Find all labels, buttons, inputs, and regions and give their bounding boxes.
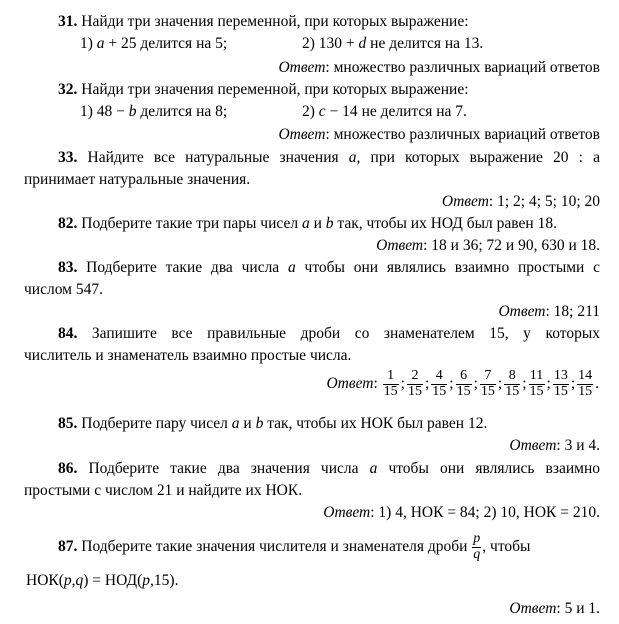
- variable: a: [369, 460, 378, 477]
- problem-text: Найди три значения переменной, при которых выражение:: [77, 81, 469, 98]
- problem-31-items: [80, 34, 600, 53]
- item-text: делится на 8;: [136, 103, 228, 120]
- problem-text: принимает натуральные значения.: [24, 171, 251, 188]
- fraction: [577, 369, 593, 399]
- problem-number: 82.: [58, 215, 78, 232]
- answer-text: : 18; 211: [545, 303, 600, 320]
- variable: p: [63, 572, 72, 589]
- problem-text: и: [239, 415, 256, 432]
- problem-number: 84.: [58, 325, 78, 342]
- problem-85-statement: [58, 414, 600, 433]
- problem-text: при которых выражение: [360, 149, 543, 166]
- item-2: [302, 34, 483, 53]
- fraction-denominator: 15: [553, 383, 568, 399]
- fraction: [431, 369, 447, 399]
- answer-label: Ответ: [326, 374, 374, 392]
- formula-part: ) = НОД(: [83, 572, 143, 589]
- problem-text: простыми с числом 21 и найдите их НОК.: [24, 482, 303, 499]
- fraction-denominator: 15: [480, 383, 495, 399]
- fraction-denominator: q: [473, 546, 481, 562]
- problem-83-answer: [24, 302, 600, 321]
- fraction-separator: .: [595, 374, 599, 392]
- item-text: не делится на 7.: [357, 103, 467, 120]
- variable: b: [325, 215, 334, 232]
- problem-text: числитель и знаменатель взаимно простые числа.: [24, 347, 352, 364]
- variable: q: [75, 572, 84, 589]
- problem-number: 86.: [58, 460, 78, 477]
- answer-text: : множество различных вариаций ответов: [325, 126, 600, 143]
- problem-text: так, чтобы их НОД был равен 18.: [333, 215, 557, 232]
- problem-number: 33.: [58, 149, 78, 166]
- problem-82-statement: [58, 214, 600, 233]
- problem-text: так, чтобы их НОК был равен 12.: [263, 415, 488, 432]
- fraction-denominator: 15: [529, 383, 544, 399]
- problem-text: Найди три значения переменной, при которых выражение:: [77, 13, 469, 30]
- fraction-numerator: 1: [383, 369, 399, 385]
- answer-label: Ответ: [498, 303, 546, 320]
- item-label: 1): [80, 103, 93, 120]
- item-text: не делится на 13.: [366, 35, 484, 52]
- fraction: [553, 369, 569, 399]
- problem-83-statement: [58, 258, 600, 277]
- answer-label: Ответ: [509, 600, 557, 617]
- expression: − 14: [325, 103, 358, 120]
- problem-text: чтобы они являлись взаимно: [377, 460, 601, 477]
- fraction: [456, 369, 472, 399]
- variable: b: [255, 415, 264, 432]
- expression: + 25: [104, 35, 137, 52]
- item-label: 1): [80, 35, 93, 52]
- answer-text: : 18 и 36; 72 и 90, 630 и 18.: [423, 237, 600, 254]
- problem-text: , чтобы: [482, 537, 531, 555]
- formula-part: НОК(: [26, 572, 64, 589]
- fraction-separator: ;: [424, 374, 430, 392]
- problem-text: Найдите все натуральные значения: [77, 149, 349, 166]
- problem-text: и: [309, 215, 326, 232]
- problem-33-answer: [24, 192, 600, 211]
- problem-82-answer: [24, 236, 600, 255]
- item-2: [302, 102, 467, 121]
- fraction-separator: ;: [473, 374, 478, 392]
- problem-84-line2: [24, 346, 600, 365]
- problem-31-answer: [24, 58, 600, 77]
- answer-colon: :: [373, 374, 378, 392]
- answer-label: Ответ: [323, 504, 371, 521]
- variable: p: [142, 572, 151, 589]
- fraction-numerator: 7: [480, 369, 496, 385]
- variable: c: [318, 103, 326, 120]
- problem-32-statement: [58, 80, 600, 99]
- problem-33-line2: [24, 170, 600, 189]
- problem-text: Подберите такие три пары чисел: [77, 215, 302, 232]
- variable: a: [287, 259, 296, 276]
- answer-label: Ответ: [278, 59, 326, 76]
- fraction: [504, 369, 520, 399]
- fraction-separator: ;: [522, 374, 527, 392]
- problem-31-statement: [58, 12, 600, 31]
- problem-text: числом 547.: [24, 281, 103, 298]
- answer-text: : множество различных вариаций ответов: [325, 59, 600, 76]
- fraction-separator: ;: [449, 374, 454, 392]
- fraction-numerator: p: [473, 531, 481, 546]
- problem-text: Подберите такие два значения числа: [77, 460, 370, 477]
- fraction-denominator: 15: [432, 383, 447, 399]
- problem-86-line2: [24, 481, 600, 500]
- variable: a: [96, 35, 105, 52]
- expression: 20 : a: [553, 149, 600, 166]
- problem-text: Подберите пару чисел: [77, 415, 232, 432]
- fraction-denominator: 15: [578, 383, 593, 399]
- fraction-numerator: 13: [553, 368, 568, 383]
- variable: a,: [348, 149, 361, 166]
- fraction: [383, 369, 399, 399]
- answer-text: : 3 и 4.: [556, 437, 600, 454]
- variable: b: [128, 103, 137, 120]
- answer-text: : 5 и 1.: [556, 600, 600, 617]
- problem-text: чтобы они являлись взаимно простыми с: [295, 259, 601, 276]
- problem-84-answer: [24, 369, 600, 399]
- item-label: 2): [302, 35, 315, 52]
- variable: d: [358, 35, 367, 52]
- answer-label: Ответ: [509, 437, 557, 454]
- problem-number: 85.: [58, 415, 78, 432]
- fraction-p-over-q: [472, 532, 481, 562]
- problem-87-statement: [58, 532, 600, 562]
- item-text: делится на 5;: [136, 35, 228, 52]
- fraction-numerator: 2: [407, 369, 423, 385]
- item-label: 2): [302, 103, 315, 120]
- fraction-numerator: 8: [504, 369, 520, 385]
- problem-text: Подберите такие два числа: [77, 259, 288, 276]
- fraction-denominator: 15: [407, 383, 422, 399]
- problem-83-line2: [24, 280, 600, 299]
- problem-87-answer: [24, 599, 600, 618]
- fraction-numerator: 6: [456, 369, 472, 385]
- expression: 48 −: [96, 103, 129, 120]
- formula-part: ,: [71, 572, 76, 589]
- problem-number: 83.: [58, 259, 78, 276]
- fraction: [480, 369, 496, 399]
- answer-text: : 1; 2; 4; 5; 10; 20: [488, 193, 600, 210]
- fraction-numerator: 14: [578, 368, 593, 383]
- problem-86-statement: [58, 459, 600, 478]
- problem-85-answer: [24, 436, 600, 455]
- fraction-numerator: 4: [431, 369, 447, 385]
- problem-33-statement: [58, 148, 600, 167]
- variable: a: [231, 415, 240, 432]
- answer-label: Ответ: [376, 237, 424, 254]
- problem-text: Подберите такие значения числителя и знаменателя дроби: [77, 537, 468, 555]
- problem-number: 31.: [58, 13, 78, 30]
- fraction-separator: ;: [570, 374, 576, 392]
- answer-label: Ответ: [278, 126, 326, 143]
- fraction: [407, 369, 423, 399]
- problem-32-answer: [24, 125, 600, 144]
- fraction-denominator: 15: [383, 383, 398, 399]
- fraction-denominator: 15: [456, 383, 471, 399]
- fraction-separator: ;: [400, 374, 405, 392]
- problem-text: Запишите все правильные дроби со знаменателем 15, у которых: [77, 325, 600, 342]
- answer-label: Ответ: [441, 193, 489, 210]
- fraction-list: [382, 368, 600, 399]
- problem-number: 87.: [58, 537, 78, 555]
- problem-87-formula: [26, 571, 600, 590]
- problem-84-statement: [58, 324, 600, 343]
- answer-text: : 1) 4, НОК = 84; 2) 10, НОК = 210.: [370, 504, 600, 521]
- fraction-numerator: 11: [529, 368, 544, 383]
- formula-part: ,15).: [150, 572, 179, 589]
- problem-number: 32.: [58, 81, 78, 98]
- problem-32-items: [80, 102, 600, 121]
- expression: 130 +: [318, 35, 359, 52]
- fraction-separator: ;: [497, 374, 503, 392]
- fraction: [529, 369, 545, 399]
- problem-86-answer: [24, 503, 600, 522]
- fraction-separator: ;: [546, 374, 551, 392]
- fraction-denominator: 15: [505, 383, 520, 399]
- variable: a: [301, 215, 310, 232]
